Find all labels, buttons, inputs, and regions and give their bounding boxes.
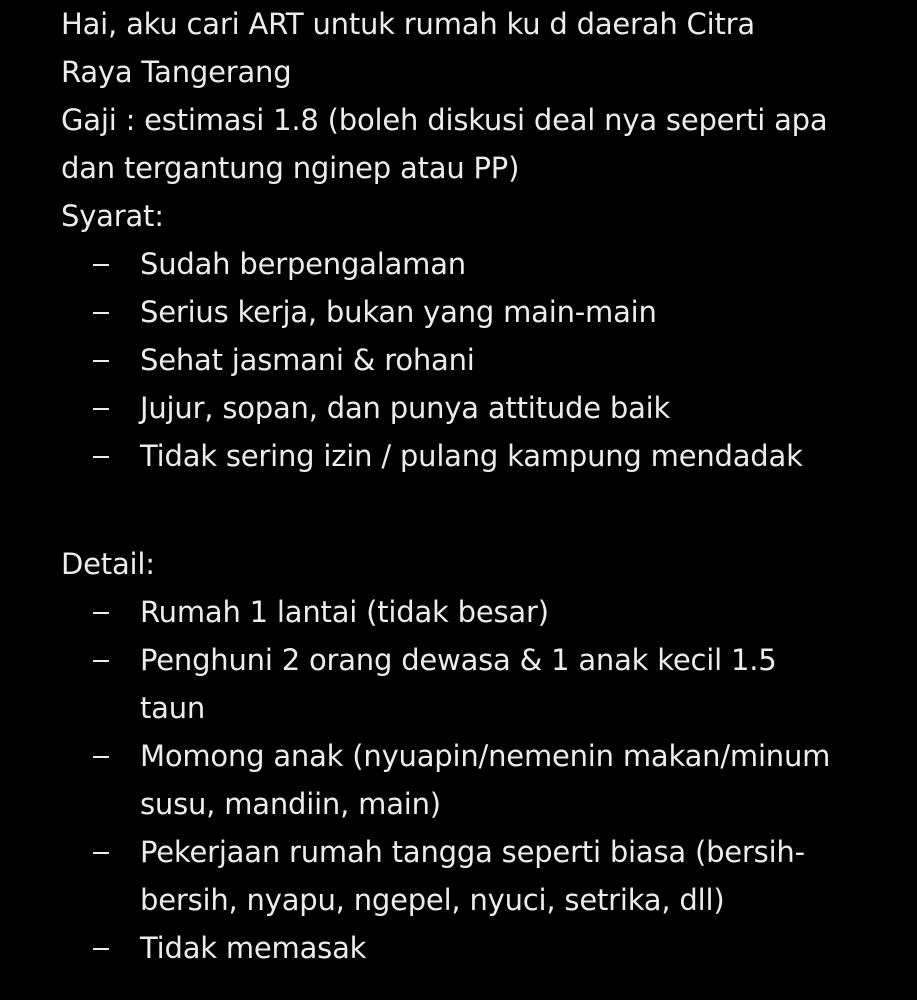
list-item-text: Jujur, sopan, dan punya attitude baik bbox=[140, 391, 671, 425]
detail-list-item bbox=[61, 924, 861, 972]
list-item-text-continued: susu, mandiin, main) bbox=[140, 787, 441, 821]
list-item-text: Pekerjaan rumah tangga seperti biasa (bersih- bbox=[140, 835, 805, 869]
syarat-list-item bbox=[61, 240, 861, 288]
blank-line bbox=[61, 480, 861, 540]
dash-bullet-icon bbox=[93, 636, 117, 684]
syarat-list-item bbox=[61, 432, 861, 480]
intro-line: Raya Tangerang bbox=[61, 55, 292, 89]
dash-bullet-icon bbox=[93, 240, 117, 288]
syarat-heading: Syarat: bbox=[61, 199, 164, 233]
list-item-text: Tidak sering izin / pulang kampung mendadak bbox=[140, 439, 803, 473]
dash-bullet-icon bbox=[93, 828, 117, 876]
list-item-text-continued: taun bbox=[140, 691, 206, 725]
list-item-text-continued: bersih, nyapu, ngepel, nyuci, setrika, dll) bbox=[140, 883, 725, 917]
dash-bullet-icon bbox=[93, 924, 117, 972]
detail-heading: Detail: bbox=[61, 547, 155, 581]
intro-line: Gaji : estimasi 1.8 (boleh diskusi deal nya seperti apa bbox=[61, 103, 828, 137]
note-text-block bbox=[61, 0, 861, 972]
detail-list-item bbox=[61, 732, 861, 828]
syarat-list-item bbox=[61, 384, 861, 432]
dash-bullet-icon bbox=[93, 384, 117, 432]
list-item-text: Rumah 1 lantai (tidak besar) bbox=[140, 595, 549, 629]
dash-bullet-icon bbox=[93, 588, 117, 636]
detail-list-item bbox=[61, 588, 861, 636]
detail-list-item bbox=[61, 828, 861, 924]
detail-list-item bbox=[61, 636, 861, 732]
dash-bullet-icon bbox=[93, 288, 117, 336]
dash-bullet-icon bbox=[93, 732, 117, 780]
intro-line: Hai, aku cari ART untuk rumah ku d daerah Citra bbox=[61, 7, 755, 41]
list-item-text: Serius kerja, bukan yang main-main bbox=[140, 295, 657, 329]
intro-line: dan tergantung nginep atau PP) bbox=[61, 151, 520, 185]
list-item-text: Momong anak (nyuapin/nemenin makan/minum bbox=[140, 739, 831, 773]
dash-bullet-icon bbox=[93, 432, 117, 480]
syarat-list-item bbox=[61, 336, 861, 384]
list-item-text: Sehat jasmani & rohani bbox=[140, 343, 475, 377]
syarat-list-item bbox=[61, 288, 861, 336]
dash-bullet-icon bbox=[93, 336, 117, 384]
list-item-text: Tidak memasak bbox=[140, 931, 367, 965]
list-item-text: Penghuni 2 orang dewasa & 1 anak kecil 1.5 bbox=[140, 643, 777, 677]
list-item-text: Sudah berpengalaman bbox=[140, 247, 466, 281]
